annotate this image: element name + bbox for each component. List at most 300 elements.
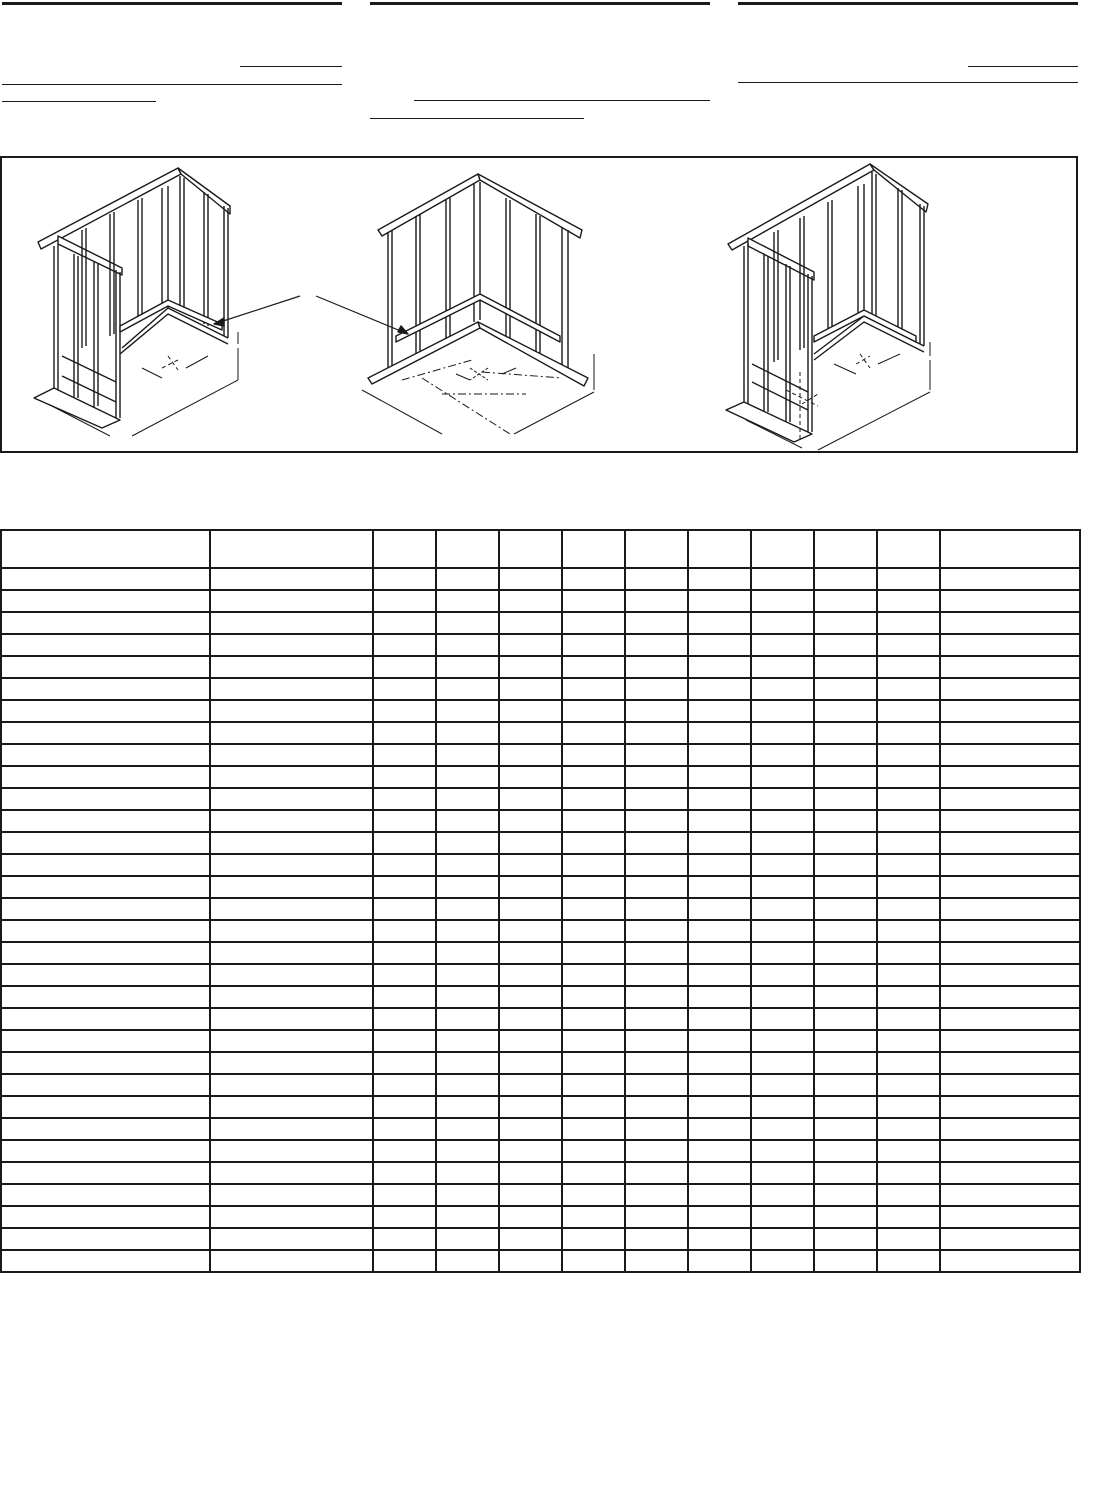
- table-cell: [373, 766, 436, 788]
- table-cell: [814, 568, 877, 590]
- table-row: [1, 1074, 1080, 1096]
- table-cell: [877, 1206, 940, 1228]
- table-cell: [562, 810, 625, 832]
- column-header: [814, 530, 877, 568]
- table-cell: [562, 964, 625, 986]
- table-cell: [1, 1052, 210, 1074]
- table-row: [1, 964, 1080, 986]
- table-cell: [499, 568, 562, 590]
- table-cell: [373, 964, 436, 986]
- table-cell: [562, 832, 625, 854]
- table-cell: [688, 1206, 751, 1228]
- table-cell: [940, 964, 1080, 986]
- table-cell: [210, 1228, 373, 1250]
- table-cell: [436, 1206, 499, 1228]
- table-cell: [688, 942, 751, 964]
- table-cell: [940, 656, 1080, 678]
- column-header: [940, 530, 1080, 568]
- table-cell: [940, 1250, 1080, 1272]
- table-cell: [877, 1030, 940, 1052]
- right-framing-figure: [726, 164, 930, 450]
- table-cell: [1, 1228, 210, 1250]
- table-cell: [499, 1074, 562, 1096]
- column-header: [751, 530, 814, 568]
- fill-line: [370, 118, 584, 119]
- table-cell: [210, 854, 373, 876]
- table-cell: [210, 1140, 373, 1162]
- table-cell: [751, 1074, 814, 1096]
- table-cell: [499, 678, 562, 700]
- data-grid: [0, 529, 1081, 1273]
- table-cell: [940, 634, 1080, 656]
- table-cell: [1, 1140, 210, 1162]
- table-cell: [625, 1096, 688, 1118]
- table-cell: [751, 920, 814, 942]
- table-row: [1, 612, 1080, 634]
- table-cell: [210, 876, 373, 898]
- table-cell: [625, 678, 688, 700]
- table-cell: [210, 568, 373, 590]
- table-cell: [436, 634, 499, 656]
- table-cell: [751, 1096, 814, 1118]
- table-cell: [436, 854, 499, 876]
- table-cell: [373, 942, 436, 964]
- table-cell: [210, 986, 373, 1008]
- table-cell: [940, 568, 1080, 590]
- table-cell: [436, 1250, 499, 1272]
- table-cell: [751, 854, 814, 876]
- table-cell: [877, 1096, 940, 1118]
- table-cell: [814, 1096, 877, 1118]
- table-cell: [499, 832, 562, 854]
- table-cell: [562, 854, 625, 876]
- table-cell: [436, 876, 499, 898]
- table-cell: [940, 1140, 1080, 1162]
- table-cell: [436, 1140, 499, 1162]
- table-cell: [688, 1250, 751, 1272]
- table-cell: [940, 1162, 1080, 1184]
- table-cell: [436, 920, 499, 942]
- table-cell: [436, 700, 499, 722]
- table-cell: [625, 1206, 688, 1228]
- table-cell: [940, 700, 1080, 722]
- table-cell: [940, 1074, 1080, 1096]
- table-cell: [814, 1118, 877, 1140]
- table-cell: [210, 1008, 373, 1030]
- table-cell: [877, 986, 940, 1008]
- table-cell: [436, 1118, 499, 1140]
- table-cell: [436, 722, 499, 744]
- table-cell: [877, 1140, 940, 1162]
- table-cell: [1, 920, 210, 942]
- table-cell: [499, 920, 562, 942]
- table-cell: [210, 942, 373, 964]
- table-cell: [877, 656, 940, 678]
- table-cell: [562, 1030, 625, 1052]
- table-cell: [562, 1206, 625, 1228]
- column-header: [562, 530, 625, 568]
- table-cell: [688, 788, 751, 810]
- table-cell: [625, 942, 688, 964]
- table-cell: [499, 1162, 562, 1184]
- column-header: [877, 530, 940, 568]
- table-cell: [814, 1074, 877, 1096]
- table-cell: [373, 898, 436, 920]
- table-cell: [877, 920, 940, 942]
- table-cell: [373, 788, 436, 810]
- table-cell: [1, 766, 210, 788]
- table-cell: [940, 986, 1080, 1008]
- table-cell: [688, 920, 751, 942]
- top-rule: [2, 2, 342, 5]
- table-cell: [373, 1118, 436, 1140]
- column-header: [688, 530, 751, 568]
- table-cell: [877, 568, 940, 590]
- table-row: [1, 920, 1080, 942]
- table-cell: [1, 744, 210, 766]
- table-cell: [877, 1184, 940, 1206]
- table-cell: [373, 744, 436, 766]
- table-cell: [499, 722, 562, 744]
- table-cell: [814, 810, 877, 832]
- table-cell: [940, 766, 1080, 788]
- table-cell: [625, 1250, 688, 1272]
- table-cell: [751, 1162, 814, 1184]
- table-cell: [940, 590, 1080, 612]
- table-cell: [1, 1118, 210, 1140]
- table-cell: [688, 1008, 751, 1030]
- table-cell: [751, 964, 814, 986]
- table-cell: [499, 634, 562, 656]
- table-cell: [751, 590, 814, 612]
- table-cell: [688, 700, 751, 722]
- table-cell: [940, 832, 1080, 854]
- table-cell: [499, 1030, 562, 1052]
- table-cell: [210, 700, 373, 722]
- column-header: [625, 530, 688, 568]
- table-cell: [877, 766, 940, 788]
- table-cell: [210, 634, 373, 656]
- table-cell: [210, 920, 373, 942]
- table-cell: [373, 876, 436, 898]
- table-row: [1, 1030, 1080, 1052]
- table-cell: [751, 1228, 814, 1250]
- table-cell: [1, 1096, 210, 1118]
- table-cell: [877, 1008, 940, 1030]
- table-cell: [751, 1206, 814, 1228]
- table-cell: [625, 1228, 688, 1250]
- column-header: [210, 530, 373, 568]
- table-cell: [436, 1008, 499, 1030]
- table-cell: [562, 744, 625, 766]
- fill-line: [240, 66, 342, 67]
- table-cell: [751, 634, 814, 656]
- table-cell: [751, 1250, 814, 1272]
- table-cell: [814, 656, 877, 678]
- table-cell: [436, 810, 499, 832]
- table-cell: [751, 612, 814, 634]
- table-cell: [751, 810, 814, 832]
- table-cell: [625, 986, 688, 1008]
- table-cell: [751, 1184, 814, 1206]
- table-cell: [210, 1096, 373, 1118]
- table-cell: [436, 1052, 499, 1074]
- table-cell: [373, 1228, 436, 1250]
- framing-diagrams: [2, 158, 1076, 451]
- table-cell: [688, 744, 751, 766]
- table-cell: [940, 942, 1080, 964]
- table-cell: [625, 590, 688, 612]
- table-cell: [814, 1140, 877, 1162]
- table-cell: [562, 700, 625, 722]
- table-cell: [877, 898, 940, 920]
- table-cell: [562, 1250, 625, 1272]
- table-cell: [877, 1074, 940, 1096]
- table-cell: [499, 942, 562, 964]
- table-cell: [814, 1008, 877, 1030]
- table-cell: [499, 810, 562, 832]
- table-cell: [562, 1008, 625, 1030]
- table-cell: [373, 1074, 436, 1096]
- top-rule: [370, 2, 710, 5]
- table-cell: [877, 744, 940, 766]
- table-cell: [210, 1030, 373, 1052]
- table-cell: [562, 766, 625, 788]
- table-cell: [562, 1228, 625, 1250]
- table-cell: [814, 590, 877, 612]
- table-cell: [751, 722, 814, 744]
- table-cell: [373, 1162, 436, 1184]
- table-cell: [814, 1162, 877, 1184]
- table-cell: [1, 854, 210, 876]
- table-cell: [814, 1228, 877, 1250]
- table-cell: [814, 766, 877, 788]
- table-cell: [751, 986, 814, 1008]
- table-cell: [499, 1228, 562, 1250]
- table-cell: [1, 1030, 210, 1052]
- table-cell: [940, 744, 1080, 766]
- table-cell: [1, 634, 210, 656]
- table-cell: [625, 854, 688, 876]
- table-cell: [814, 700, 877, 722]
- table-cell: [688, 832, 751, 854]
- table-cell: [814, 854, 877, 876]
- top-rule: [738, 2, 1078, 5]
- table-cell: [625, 1184, 688, 1206]
- table-cell: [877, 1250, 940, 1272]
- table-cell: [1, 656, 210, 678]
- table-cell: [499, 854, 562, 876]
- table-cell: [210, 1250, 373, 1272]
- table-cell: [373, 832, 436, 854]
- table-cell: [373, 854, 436, 876]
- table-cell: [1, 568, 210, 590]
- table-cell: [877, 612, 940, 634]
- table-row: [1, 656, 1080, 678]
- table-cell: [940, 1184, 1080, 1206]
- table-row: [1, 678, 1080, 700]
- table-row: [1, 1162, 1080, 1184]
- table-cell: [373, 1206, 436, 1228]
- table-row: [1, 1206, 1080, 1228]
- table-row: [1, 1140, 1080, 1162]
- table-cell: [562, 920, 625, 942]
- table-cell: [814, 1184, 877, 1206]
- table-cell: [625, 964, 688, 986]
- table-cell: [814, 722, 877, 744]
- table-cell: [625, 1140, 688, 1162]
- table-cell: [688, 1074, 751, 1096]
- table-cell: [688, 656, 751, 678]
- table-cell: [499, 1140, 562, 1162]
- table-row: [1, 722, 1080, 744]
- table-cell: [436, 898, 499, 920]
- table-cell: [436, 656, 499, 678]
- table-cell: [625, 700, 688, 722]
- table-cell: [940, 920, 1080, 942]
- table-cell: [562, 722, 625, 744]
- table-row: [1, 744, 1080, 766]
- table-cell: [1, 810, 210, 832]
- table-cell: [751, 942, 814, 964]
- table-cell: [436, 832, 499, 854]
- table-cell: [877, 678, 940, 700]
- table-cell: [940, 788, 1080, 810]
- table-cell: [1, 942, 210, 964]
- table-cell: [625, 810, 688, 832]
- table-cell: [751, 898, 814, 920]
- table-cell: [1, 700, 210, 722]
- table-cell: [210, 964, 373, 986]
- table-cell: [210, 898, 373, 920]
- table-cell: [499, 700, 562, 722]
- table-cell: [1, 612, 210, 634]
- table-cell: [940, 678, 1080, 700]
- column-header: [373, 530, 436, 568]
- table-cell: [814, 1030, 877, 1052]
- table-row: [1, 1052, 1080, 1074]
- header-column-middle: [368, 0, 710, 120]
- header-column-right: [736, 0, 1078, 90]
- table-cell: [877, 1118, 940, 1140]
- table-cell: [499, 590, 562, 612]
- table-cell: [562, 876, 625, 898]
- table-cell: [373, 612, 436, 634]
- table-cell: [210, 1074, 373, 1096]
- table-cell: [940, 1096, 1080, 1118]
- table-cell: [499, 1250, 562, 1272]
- table-cell: [562, 942, 625, 964]
- table-cell: [373, 1052, 436, 1074]
- table-cell: [562, 788, 625, 810]
- table-cell: [373, 986, 436, 1008]
- table-cell: [562, 1184, 625, 1206]
- table-cell: [625, 766, 688, 788]
- table-cell: [562, 1052, 625, 1074]
- table-cell: [625, 1052, 688, 1074]
- table-cell: [814, 964, 877, 986]
- table-cell: [877, 788, 940, 810]
- table-cell: [499, 1206, 562, 1228]
- column-header: [436, 530, 499, 568]
- table-cell: [625, 1030, 688, 1052]
- table-cell: [210, 612, 373, 634]
- table-cell: [625, 898, 688, 920]
- table-row: [1, 1008, 1080, 1030]
- table-cell: [688, 590, 751, 612]
- table-cell: [877, 1052, 940, 1074]
- table-cell: [499, 656, 562, 678]
- table-cell: [688, 810, 751, 832]
- table-cell: [688, 1052, 751, 1074]
- table-cell: [436, 1228, 499, 1250]
- table-cell: [814, 1206, 877, 1228]
- table-cell: [814, 744, 877, 766]
- table-cell: [688, 1118, 751, 1140]
- table-cell: [436, 678, 499, 700]
- table-cell: [751, 876, 814, 898]
- table-cell: [1, 1074, 210, 1096]
- table-cell: [373, 700, 436, 722]
- table-cell: [877, 942, 940, 964]
- table-cell: [562, 590, 625, 612]
- table-cell: [499, 788, 562, 810]
- table-cell: [562, 898, 625, 920]
- table-cell: [562, 1118, 625, 1140]
- table-cell: [940, 612, 1080, 634]
- table-row: [1, 854, 1080, 876]
- table-cell: [210, 810, 373, 832]
- table-cell: [751, 788, 814, 810]
- table-cell: [877, 876, 940, 898]
- table-cell: [436, 612, 499, 634]
- table-cell: [877, 854, 940, 876]
- table-cell: [499, 744, 562, 766]
- table-cell: [373, 1030, 436, 1052]
- table-cell: [499, 986, 562, 1008]
- table-cell: [688, 1162, 751, 1184]
- table-cell: [1, 876, 210, 898]
- table-row: [1, 986, 1080, 1008]
- table-cell: [877, 964, 940, 986]
- table-cell: [210, 766, 373, 788]
- table-cell: [210, 590, 373, 612]
- table-cell: [373, 920, 436, 942]
- table-cell: [1, 678, 210, 700]
- table-row: [1, 1228, 1080, 1250]
- column-header: [1, 530, 210, 568]
- table-cell: [210, 1118, 373, 1140]
- table-cell: [625, 656, 688, 678]
- table-cell: [373, 1250, 436, 1272]
- table-cell: [436, 590, 499, 612]
- table-cell: [1, 986, 210, 1008]
- table-cell: [940, 854, 1080, 876]
- table-row: [1, 590, 1080, 612]
- table-cell: [625, 1118, 688, 1140]
- table-cell: [688, 634, 751, 656]
- table-cell: [751, 1030, 814, 1052]
- fill-line: [414, 100, 710, 101]
- table-cell: [751, 1008, 814, 1030]
- table-cell: [1, 1008, 210, 1030]
- table-cell: [688, 678, 751, 700]
- table-cell: [814, 1250, 877, 1272]
- table-cell: [814, 788, 877, 810]
- table-cell: [625, 722, 688, 744]
- table-row: [1, 810, 1080, 832]
- table-cell: [751, 1052, 814, 1074]
